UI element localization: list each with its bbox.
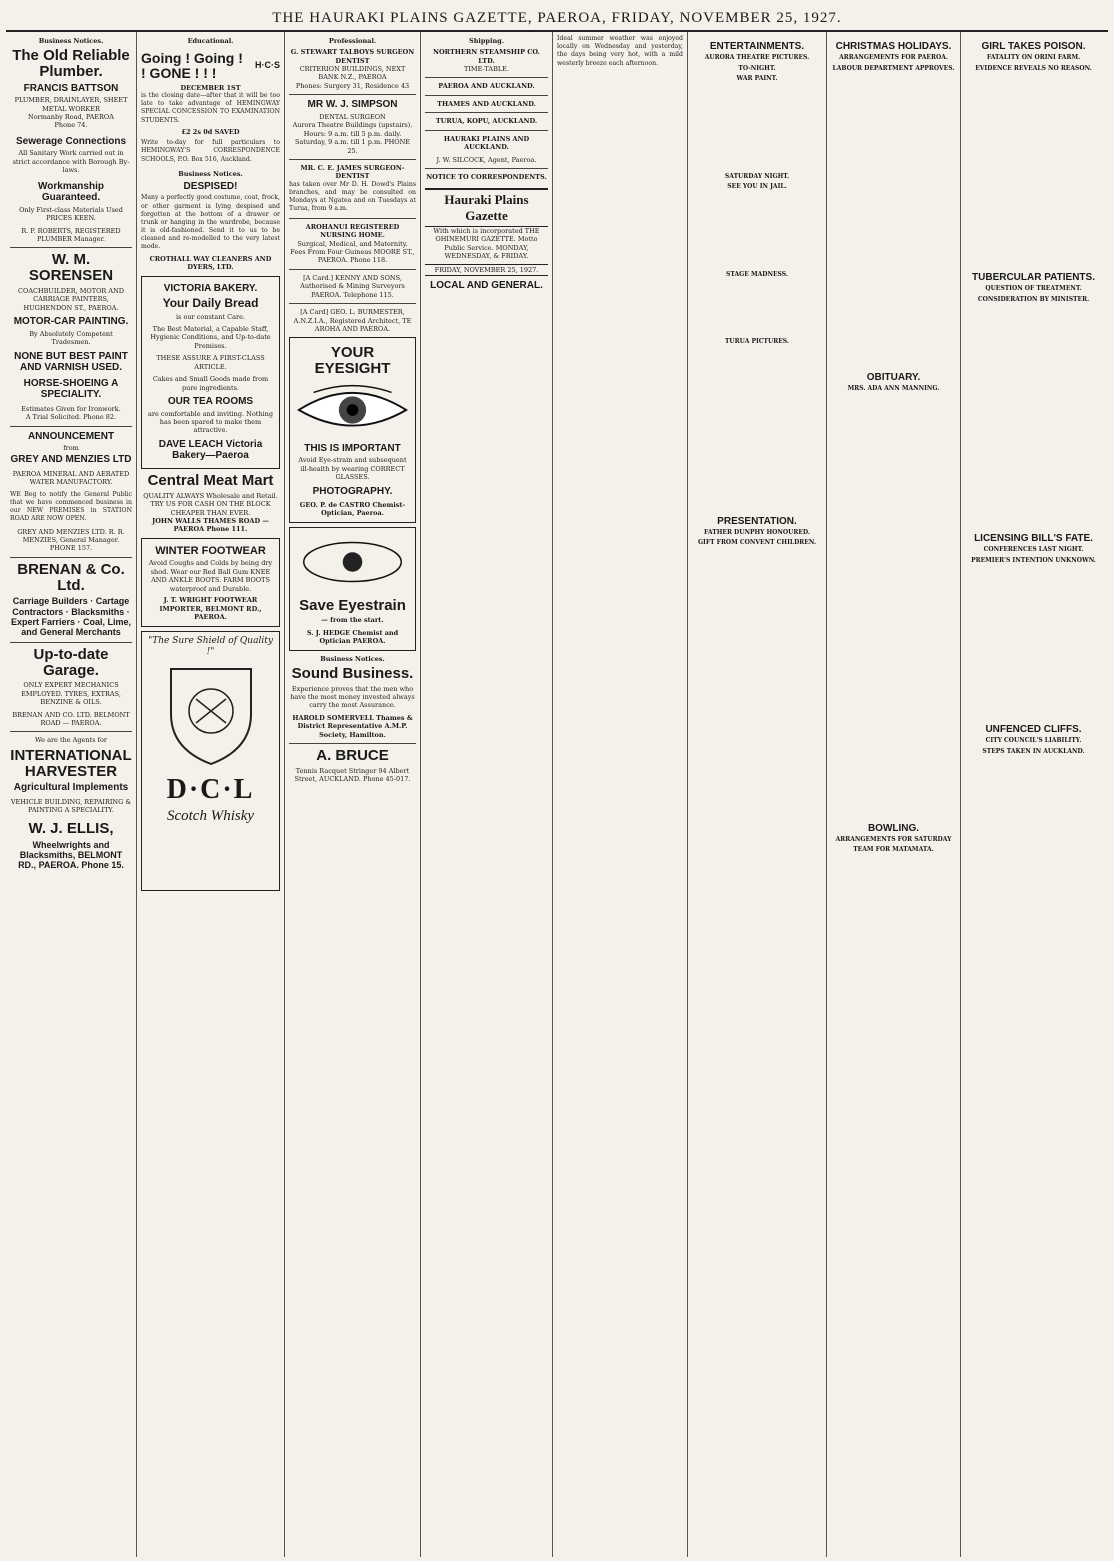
ad-title: Sewerage Connections bbox=[15, 135, 127, 147]
article-subheading: WAR PAINT. bbox=[736, 75, 778, 82]
divider bbox=[289, 94, 416, 95]
ad-text: ONLY EXPERT MECHANICS EMPLOYED. TYRES, EXTRAS, BENZINE & OILS. bbox=[21, 681, 121, 707]
article-heading: UNFENCED CLIFFS. bbox=[985, 724, 1082, 735]
ad-title: WINTER FOOTWEAR bbox=[155, 544, 266, 557]
ad-text: A Trial Solicited. Phone 82. bbox=[25, 413, 117, 422]
article-subheading: STAGE MADNESS. bbox=[726, 270, 788, 278]
ad-text: Cakes and Small Goods made from pure ingredients. bbox=[152, 375, 269, 392]
shipping-heading: NORTHERN STEAMSHIP CO. LTD. bbox=[433, 48, 540, 65]
ad-title: VICTORIA BAKERY. bbox=[163, 282, 258, 294]
column-8 bbox=[961, 32, 1106, 1557]
article-subheading: FATHER DUNPHY HONOURED. bbox=[704, 528, 810, 536]
whisky-name: Scotch Whisky bbox=[166, 807, 255, 824]
ad-text: is our constant Care. bbox=[175, 312, 246, 321]
ad-title: Workmanship Guaranteed. bbox=[38, 180, 104, 204]
article-subheading: ARRANGEMENTS FOR SATURDAY bbox=[835, 835, 952, 843]
article-subheading: CITY COUNCIL'S LIABILITY. bbox=[985, 737, 1082, 744]
article-heading: PRESENTATION. bbox=[717, 515, 797, 527]
article-subheading: PREMIER'S INTENTION UNKNOWN. bbox=[971, 556, 1096, 564]
ad-title: A. BRUCE bbox=[316, 747, 389, 765]
ad-title: Going ! Going ! ! GONE ! ! ! bbox=[141, 50, 243, 81]
ad-body: Write to-day for full particulars to HEMINGWAY'S CORRESPONDENCE SCHOOLS, P.O. Box 516, Auckland. bbox=[141, 139, 280, 163]
divider bbox=[425, 112, 548, 113]
ad-sign: JOHN WALLS THAMES ROAD — PAEROA Phone 111. bbox=[152, 516, 269, 534]
divider bbox=[425, 95, 548, 96]
divider bbox=[425, 130, 548, 131]
ad-sign: S. J. HEDGE Chemist and Optician PAEROA. bbox=[306, 628, 399, 646]
divider bbox=[425, 168, 548, 169]
section-heading: Shipping. bbox=[469, 37, 504, 45]
shipping-heading: TIME-TABLE. bbox=[464, 65, 509, 73]
ad-title: ANNOUNCEMENT bbox=[27, 430, 115, 442]
divider bbox=[289, 159, 416, 160]
card-text: has taken over Mr D. H. Dowd's Plains branches, and may be consulted on Mondays at Ngatea and on Tuesdays at Turua, from 9 a.m. bbox=[289, 180, 416, 213]
ad-text: HORSE-SHOEING A SPECIALITY. bbox=[23, 377, 119, 401]
columns bbox=[6, 32, 1108, 1557]
card-text: DENTAL SURGEON bbox=[319, 112, 386, 121]
card-text: Phones: Surgery 31, Residence 43 bbox=[295, 81, 410, 90]
column-5 bbox=[553, 32, 688, 1557]
ad-sign: DAVE LEACH Victoria Bakery—Paeroa bbox=[158, 438, 263, 462]
ad-text: Phone 74. bbox=[54, 121, 88, 130]
shield-icon bbox=[146, 659, 276, 769]
ad-title: Up-to-date Garage. bbox=[33, 645, 109, 679]
ad-text: All Sanitary Work carried out in strict accordance with Borough By-laws. bbox=[12, 149, 130, 175]
column-2 bbox=[137, 32, 285, 1557]
article-heading: LICENSING BILL'S FATE. bbox=[974, 533, 1093, 544]
gazette-title: Hauraki Plains Gazette bbox=[425, 188, 548, 228]
ad-sign: BRENAN AND CO. LTD. BELMONT ROAD — PAEROA. bbox=[12, 710, 130, 727]
ad-title: Central Meat Mart bbox=[147, 471, 274, 489]
ad-text: NONE BUT BEST PAINT AND VARNISH USED. bbox=[14, 350, 128, 374]
section-heading: LOCAL AND GENERAL. bbox=[430, 280, 543, 292]
section-heading: Business Notices. bbox=[38, 37, 104, 45]
article-subheading: STEPS TAKEN IN AUCKLAND. bbox=[982, 747, 1085, 755]
article-subheading: TO-NIGHT. bbox=[738, 64, 776, 72]
ad-sign: CROTHALL WAY CLEANERS AND DYERS, LTD. bbox=[149, 254, 272, 272]
article-subheading: CONFERENCES LAST NIGHT. bbox=[983, 546, 1084, 553]
ad-title: BRENAN & Co. Ltd. bbox=[17, 560, 125, 594]
ad-title: Sound Business. bbox=[291, 664, 414, 682]
ad-text: Avoid Eye-strain and subsequent ill-health by wearing CORRECT GLASSES. bbox=[298, 456, 407, 482]
ad-sign: GEO. P. de CASTRO Chemist-Optician, Paeroa. bbox=[299, 501, 406, 518]
article-subheading: SEE YOU IN JAIL. bbox=[727, 183, 787, 190]
eye-icon bbox=[294, 380, 411, 438]
ad-text: Only First-class Materials Used PRICES KEEN. bbox=[19, 205, 123, 223]
divider bbox=[289, 218, 416, 219]
article-subheading: EVIDENCE REVEALS NO REASON. bbox=[975, 64, 1092, 72]
divider bbox=[10, 731, 132, 732]
ad-text: QUALITY ALWAYS Wholesale and Retail. bbox=[143, 491, 278, 500]
article-subheading: ARRANGEMENTS FOR PAEROA. bbox=[839, 54, 948, 61]
article-subheading: SATURDAY NIGHT. bbox=[724, 172, 790, 180]
divider bbox=[289, 269, 416, 270]
ad-title: The Old Reliable Plumber. bbox=[12, 47, 130, 80]
ad-title: DESPISED! bbox=[183, 180, 238, 192]
card-text: Hours: 9 a.m. till 5 p.m. daily. Saturday, 9 a.m. till 1 p.m. PHONE 25. bbox=[294, 129, 411, 155]
article-heading: TUBERCULAR PATIENTS. bbox=[972, 272, 1095, 283]
card-title: MR. C. E. JAMES SURGEON-DENTIST bbox=[300, 164, 405, 181]
shipping-route: PAEROA AND AUCKLAND. bbox=[438, 82, 535, 91]
ad-title: W. J. ELLIS, bbox=[28, 819, 114, 837]
shipping-route: TURUA, KOPU, AUCKLAND. bbox=[435, 117, 538, 126]
ad-subtitle: THIS IS IMPORTANT bbox=[304, 442, 401, 454]
article-subheading: LABOUR DEPARTMENT APPROVES. bbox=[832, 64, 955, 72]
column-3 bbox=[285, 32, 421, 1557]
card-title: MR W. J. SIMPSON bbox=[307, 99, 398, 111]
ad-title: YOUR EYESIGHT bbox=[314, 344, 391, 378]
article-heading: CHRISTMAS HOLIDAYS. bbox=[835, 41, 952, 52]
article-subheading: TURUA PICTURES. bbox=[724, 338, 790, 345]
whisky-ad bbox=[141, 631, 280, 891]
ad-text: COACHBUILDER, MOTOR AND CARRIAGE PAINTERS, HUGHENDON ST., PAEROA. bbox=[18, 286, 124, 312]
ad-subtitle: — from the start. bbox=[321, 616, 384, 625]
column-4 bbox=[421, 32, 553, 1557]
ad-body: Many a perfectly good costume, coat, frock, or other garment is lying despised and forgotten at the bottom of a drawer or trunk or hanging in the wardrobe, because it is old-fashioned. Send it to us to be cleaned and re-modelled to the very latest mode. bbox=[141, 194, 280, 251]
ad-body: is the closing date—after that it will be too late to take advantage of HEMINGWAY SPECIAL CONCESSION TO EXAMINATION STUDENTS. bbox=[141, 91, 280, 124]
ad-text: Tennis Racquet Stringer 94 Albert Street, AUCKLAND. Phone 45-017. bbox=[294, 766, 411, 784]
ad-text: VEHICLE BUILDING, REPAIRING & PAINTING A SPECIALITY. bbox=[10, 797, 132, 815]
divider bbox=[425, 77, 548, 78]
ad-text: Estimates Given for Ironwork. bbox=[21, 404, 121, 413]
article-subheading: FATALITY ON ORINI FARM. bbox=[986, 54, 1081, 61]
article-heading: ENTERTAINMENTS. bbox=[709, 41, 805, 52]
eyestrain-ad bbox=[289, 527, 416, 651]
ad-title: INTERNATIONAL HARVESTER bbox=[10, 746, 132, 780]
divider bbox=[10, 426, 132, 427]
section-heading: Business Notices. bbox=[320, 654, 385, 663]
ad-text: The Best Material, a Capable Staff, Hygienic Conditions, and Up-to-date Premises. bbox=[150, 325, 271, 350]
edition-date: FRIDAY, NOVEMBER 25, 1927. bbox=[425, 264, 548, 276]
card-text: [A Card.] KENNY AND SONS, Authorised & Mining Surveyors PAEROA. Telephone 115. bbox=[300, 273, 405, 299]
ad-text: PAEROA MINERAL AND AERATED WATER MANUFACTORY. bbox=[12, 469, 130, 487]
ad-sign: HAROLD SOMERVELL Thames & District Representative A.M.P. Society, Hamilton. bbox=[292, 713, 413, 739]
dcl-logo: D·C·L bbox=[166, 773, 255, 805]
ad-text: £2 2s 0d SAVED bbox=[181, 127, 240, 136]
card-title: AROHANUI REGISTERED NURSING HOME. bbox=[305, 222, 400, 240]
ad-slogan: "The Sure Shield of Quality !" bbox=[148, 635, 273, 658]
divider bbox=[289, 743, 416, 744]
shipping-route: HAURAKI PLAINS AND AUCKLAND. bbox=[443, 134, 530, 152]
ad-text: Avoid Coughs and Colds by being dry shod. Wear our Red Ball Gum KNEE AND ANKLE BOOTS. FARM BOOTS waterproof and Durable. bbox=[148, 559, 273, 593]
section-heading: Professional. bbox=[328, 37, 377, 45]
card-text: CRITERION BUILDINGS, NEXT BANK N.Z., PAEROA bbox=[299, 65, 406, 82]
section-heading: Business Notices. bbox=[178, 169, 243, 178]
article-text: Ideal summer weather was enjoyed locally on Wednesday and yesterday, the days being very hot, with a mild westerly breeze each afternoon. bbox=[557, 35, 683, 67]
divider bbox=[10, 557, 132, 558]
card-title: G. STEWART TALBOYS SURGEON DENTIST bbox=[290, 48, 415, 65]
ad-text: Wheelwrights and Blacksmiths, BELMONT RD., PAEROA. Phone 15. bbox=[18, 839, 124, 871]
ad-sign: R. P. ROBERTS, REGISTERED PLUMBER Manager. bbox=[21, 226, 121, 243]
ad-text: THESE ASSURE A FIRST-CLASS ARTICLE. bbox=[156, 354, 265, 371]
hcs-logo: H·C·S bbox=[255, 60, 280, 71]
divider bbox=[289, 303, 416, 304]
ad-text: OUR TEA ROOMS bbox=[167, 396, 254, 408]
column-6 bbox=[688, 32, 827, 1557]
ad-sign: GREY AND MENZIES LTD. R. R. MENZIES, General Manager. PHONE 157. bbox=[17, 527, 125, 553]
ad-text: We are the Agents for bbox=[35, 736, 107, 745]
notice-heading: NOTICE TO CORRESPONDENTS. bbox=[426, 173, 547, 182]
ad-name: FRANCIS BATTSON bbox=[23, 82, 119, 94]
ad-text: Normanby Road, PAEROA bbox=[28, 113, 114, 121]
gazette-subtitle: With which is incorporated THE OHINEMURI GAZETTE. Motto Public Service. MONDAY, WEDNESDAY, & FRIDAY. bbox=[433, 227, 540, 261]
article-heading: OBITUARY. bbox=[866, 372, 921, 383]
ad-text: By Absolutely Competent Tradesmen. bbox=[29, 329, 113, 347]
ad-text: are comfortable and inviting. Nothing has been spared to make them attractive. bbox=[148, 409, 273, 435]
footwear-ad bbox=[141, 538, 280, 627]
masthead: THE HAURAKI PLAINS GAZETTE, PAEROA, FRIDAY, NOVEMBER 25, 1927. bbox=[6, 6, 1108, 32]
column-7 bbox=[827, 32, 961, 1557]
article-subheading: TEAM FOR MATAMATA. bbox=[853, 846, 934, 853]
section-heading: Educational. bbox=[187, 37, 234, 45]
card-text: [A Card] GEO. L. BURMESTER, A.N.Z.I.A., Registered Architect, TE AROHA AND PAEROA. bbox=[293, 308, 412, 333]
ad-text: TRY US FOR CASH ON THE BLOCK CHEAPER THAN EVER. bbox=[150, 500, 271, 517]
eye-icon bbox=[294, 532, 411, 592]
article-subheading: QUESTION OF TREATMENT. bbox=[985, 285, 1082, 292]
eyesight-ad bbox=[289, 337, 416, 522]
article-heading: GIRL TAKES POISON. bbox=[981, 41, 1086, 52]
ad-header bbox=[141, 48, 280, 83]
ad-text: MOTOR-CAR PAINTING. bbox=[13, 316, 129, 328]
card-text: Surgical, Medical, and Maternity. Fees From Four Guineas MOORE ST., PAEROA. Phone 118. bbox=[290, 239, 415, 265]
shipping-agent: J. W. SILCOCK, Agent, Paeroa. bbox=[436, 155, 537, 164]
article-heading: BOWLING. bbox=[867, 822, 920, 834]
ad-text: Carriage Builders · Cartage Contractors · Blacksmiths · Expert Farriers · Coal, Lime, and General Merchants bbox=[10, 596, 132, 638]
ad-text: Experience proves that the men who have the most money invested always carry the most Assurance. bbox=[290, 684, 415, 710]
divider bbox=[10, 642, 132, 643]
card-text: Aurora Theatre Buildings (upstairs). bbox=[292, 121, 413, 130]
divider bbox=[10, 247, 132, 248]
ad-text: from bbox=[63, 444, 79, 452]
article-subheading: CONSIDERATION BY MINISTER. bbox=[977, 295, 1090, 303]
article-subheading: GIFT FROM CONVENT CHILDREN. bbox=[697, 539, 817, 546]
ad-text: Agricultural Implements bbox=[13, 782, 129, 794]
ad-text: GREY AND MENZIES LTD bbox=[10, 454, 132, 466]
ad-sign: J. T. WRIGHT FOOTWEAR IMPORTER, BELMONT RD., PAEROA. bbox=[159, 596, 262, 622]
ad-text: Your Daily Bread bbox=[162, 296, 259, 310]
ad-text: PHOTOGRAPHY. bbox=[312, 485, 393, 497]
ad-title: Save Eyestrain bbox=[299, 596, 406, 614]
ad-title: W. M. SORENSEN bbox=[28, 251, 114, 285]
article-subheading: MRS. ADA ANN MANNING. bbox=[847, 385, 940, 392]
ad-text: PLUMBER, DRAINLAYER, SHEET METAL WORKER bbox=[14, 96, 128, 113]
bakery-ad bbox=[141, 276, 280, 469]
column-1 bbox=[6, 32, 137, 1557]
shipping-route: THAMES AND AUCKLAND. bbox=[437, 99, 536, 108]
ad-body: WE Beg to notify the General Public that we have commenced business in our NEW PREMISES in STATION ROAD ARE NOW OPEN. bbox=[10, 490, 132, 523]
article-subheading: AURORA THEATRE PICTURES. bbox=[704, 54, 810, 61]
ad-text: DECEMBER 1ST bbox=[180, 83, 241, 92]
